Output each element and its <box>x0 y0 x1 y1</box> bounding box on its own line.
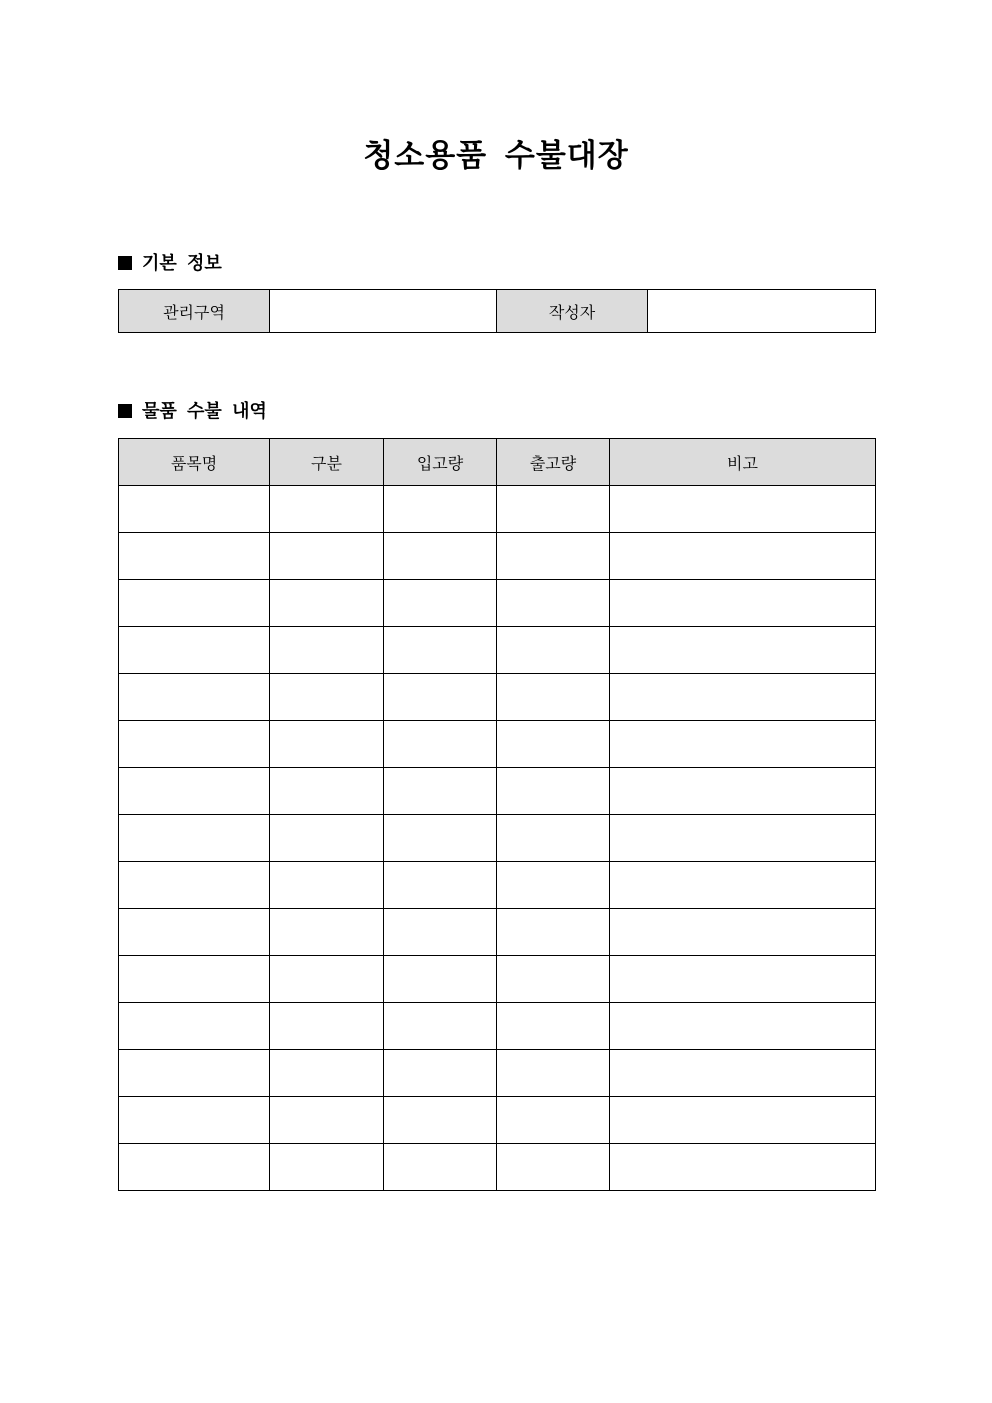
basic-info-table <box>118 289 876 333</box>
received-qty-cell[interactable] <box>384 1144 497 1191</box>
remarks-cell[interactable] <box>610 1050 876 1097</box>
received-qty-cell[interactable] <box>384 721 497 768</box>
ledger-header-row <box>119 439 876 486</box>
table-row <box>119 627 876 674</box>
category-cell[interactable] <box>270 956 384 1003</box>
item-name-cell[interactable] <box>119 768 270 815</box>
issued-qty-cell[interactable] <box>497 1050 610 1097</box>
received-qty-cell[interactable] <box>384 768 497 815</box>
square-bullet-icon <box>118 256 132 270</box>
category-cell[interactable] <box>270 815 384 862</box>
table-row <box>119 1050 876 1097</box>
issued-qty-cell[interactable] <box>497 580 610 627</box>
category-cell[interactable] <box>270 580 384 627</box>
issued-qty-cell[interactable] <box>497 1003 610 1050</box>
table-row <box>119 1097 876 1144</box>
item-name-cell[interactable] <box>119 533 270 580</box>
category-cell[interactable] <box>270 909 384 956</box>
column-header-remarks: 비고 <box>610 439 876 486</box>
square-bullet-icon <box>118 404 132 418</box>
table-row <box>119 580 876 627</box>
issued-qty-cell[interactable] <box>497 909 610 956</box>
ledger-body <box>119 486 876 1191</box>
issued-qty-cell[interactable] <box>497 627 610 674</box>
received-qty-cell[interactable] <box>384 674 497 721</box>
table-row <box>119 1144 876 1191</box>
category-cell[interactable] <box>270 721 384 768</box>
table-row <box>119 909 876 956</box>
category-cell[interactable] <box>270 1144 384 1191</box>
page-title: 청소용품 수불대장 <box>363 138 629 174</box>
received-qty-cell[interactable] <box>384 862 497 909</box>
category-cell[interactable] <box>270 533 384 580</box>
section-heading-ledger <box>118 400 267 424</box>
received-qty-cell[interactable] <box>384 1050 497 1097</box>
received-qty-cell[interactable] <box>384 956 497 1003</box>
issued-qty-cell[interactable] <box>497 1144 610 1191</box>
remarks-cell[interactable] <box>610 909 876 956</box>
column-header-received-qty: 입고량 <box>384 439 497 486</box>
table-row <box>119 486 876 533</box>
remarks-cell[interactable] <box>610 674 876 721</box>
category-cell[interactable] <box>270 627 384 674</box>
item-name-cell[interactable] <box>119 1144 270 1191</box>
table-row <box>119 533 876 580</box>
table-row <box>119 768 876 815</box>
section-heading-text: 기본 정보 <box>142 253 222 274</box>
category-cell[interactable] <box>270 768 384 815</box>
issued-qty-cell[interactable] <box>497 486 610 533</box>
item-name-cell[interactable] <box>119 580 270 627</box>
issued-qty-cell[interactable] <box>497 721 610 768</box>
category-cell[interactable] <box>270 486 384 533</box>
issued-qty-cell[interactable] <box>497 768 610 815</box>
received-qty-cell[interactable] <box>384 909 497 956</box>
area-value-cell[interactable] <box>270 290 497 333</box>
issued-qty-cell[interactable] <box>497 1097 610 1144</box>
received-qty-cell[interactable] <box>384 486 497 533</box>
item-name-cell[interactable] <box>119 956 270 1003</box>
received-qty-cell[interactable] <box>384 580 497 627</box>
table-row <box>119 1003 876 1050</box>
section-heading-basic-info <box>118 252 222 276</box>
remarks-cell[interactable] <box>610 815 876 862</box>
column-header-item-name: 품목명 <box>119 439 270 486</box>
remarks-cell[interactable] <box>610 1003 876 1050</box>
item-name-cell[interactable] <box>119 815 270 862</box>
received-qty-cell[interactable] <box>384 627 497 674</box>
author-label: 작성자 <box>497 290 648 333</box>
issued-qty-cell[interactable] <box>497 862 610 909</box>
item-name-cell[interactable] <box>119 627 270 674</box>
remarks-cell[interactable] <box>610 1144 876 1191</box>
issued-qty-cell[interactable] <box>497 956 610 1003</box>
table-row <box>119 721 876 768</box>
table-row <box>119 674 876 721</box>
category-cell[interactable] <box>270 1097 384 1144</box>
remarks-cell[interactable] <box>610 486 876 533</box>
item-name-cell[interactable] <box>119 1050 270 1097</box>
received-qty-cell[interactable] <box>384 533 497 580</box>
ledger-table <box>118 438 876 1191</box>
issued-qty-cell[interactable] <box>497 674 610 721</box>
received-qty-cell[interactable] <box>384 815 497 862</box>
section-heading-text: 물품 수불 내역 <box>142 401 267 422</box>
item-name-cell[interactable] <box>119 674 270 721</box>
item-name-cell[interactable] <box>119 721 270 768</box>
remarks-cell[interactable] <box>610 1097 876 1144</box>
item-name-cell[interactable] <box>119 1003 270 1050</box>
item-name-cell[interactable] <box>119 486 270 533</box>
area-label: 관리구역 <box>119 290 270 333</box>
category-cell[interactable] <box>270 1050 384 1097</box>
author-value-cell[interactable] <box>648 290 876 333</box>
category-cell[interactable] <box>270 674 384 721</box>
received-qty-cell[interactable] <box>384 1097 497 1144</box>
remarks-cell[interactable] <box>610 956 876 1003</box>
basic-info-row <box>119 290 876 333</box>
item-name-cell[interactable] <box>119 909 270 956</box>
issued-qty-cell[interactable] <box>497 815 610 862</box>
column-header-category: 구분 <box>270 439 384 486</box>
table-row <box>119 956 876 1003</box>
table-row <box>119 862 876 909</box>
remarks-cell[interactable] <box>610 627 876 674</box>
remarks-cell[interactable] <box>610 721 876 768</box>
remarks-cell[interactable] <box>610 533 876 580</box>
remarks-cell[interactable] <box>610 580 876 627</box>
item-name-cell[interactable] <box>119 862 270 909</box>
column-header-issued-qty: 출고량 <box>497 439 610 486</box>
issued-qty-cell[interactable] <box>497 533 610 580</box>
table-row <box>119 815 876 862</box>
category-cell[interactable] <box>270 862 384 909</box>
received-qty-cell[interactable] <box>384 1003 497 1050</box>
item-name-cell[interactable] <box>119 1097 270 1144</box>
remarks-cell[interactable] <box>610 768 876 815</box>
category-cell[interactable] <box>270 1003 384 1050</box>
remarks-cell[interactable] <box>610 862 876 909</box>
